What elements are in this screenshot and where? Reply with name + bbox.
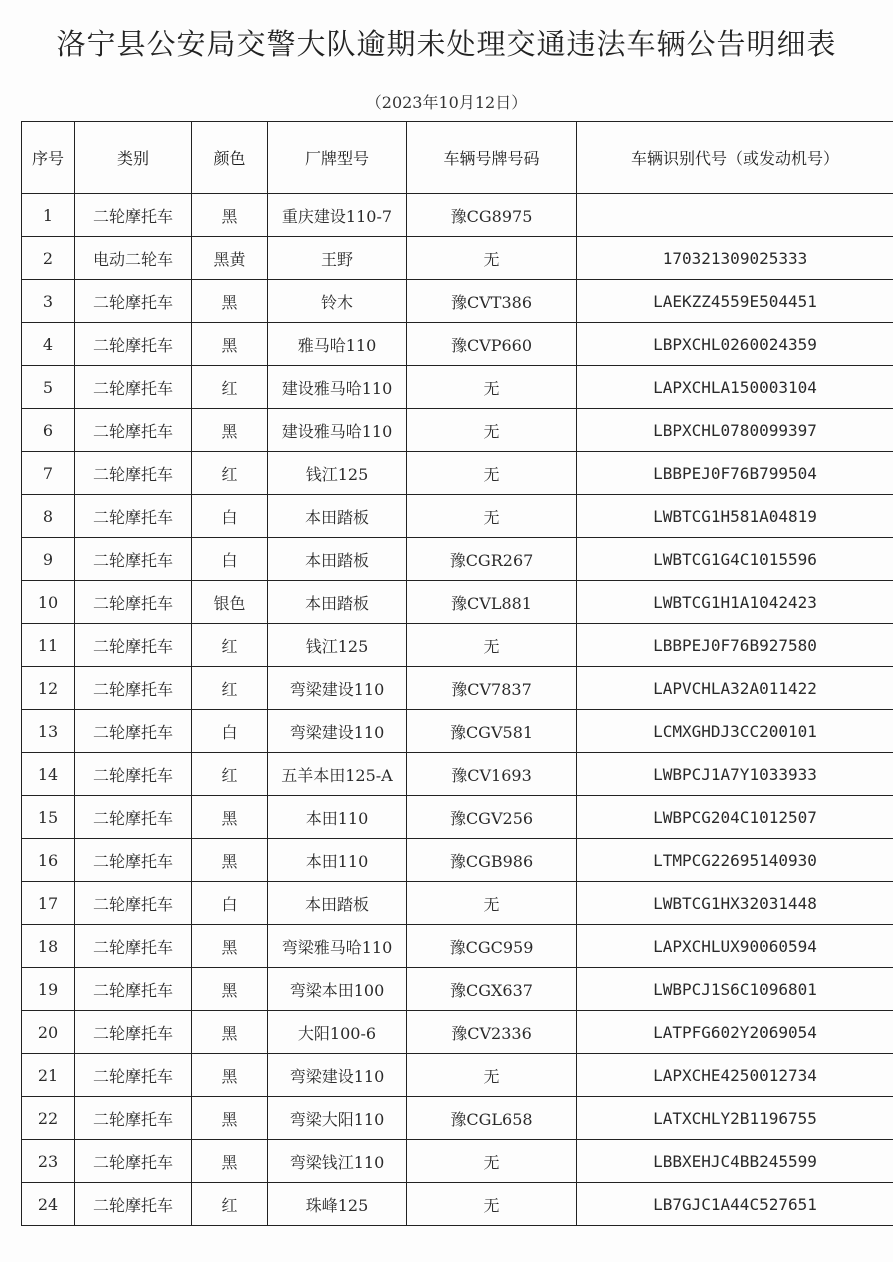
cell-plate: 豫CV7837 (407, 667, 577, 710)
cell-seq: 2 (22, 237, 75, 280)
cell-model: 弯梁建设110 (268, 667, 407, 710)
table-row (22, 452, 893, 495)
table-row (22, 1140, 893, 1183)
table-row (22, 495, 893, 538)
cell-category: 二轮摩托车 (75, 1011, 192, 1054)
cell-category: 二轮摩托车 (75, 538, 192, 581)
cell-model: 建设雅马哈110 (268, 409, 407, 452)
cell-model: 本田踏板 (268, 581, 407, 624)
cell-category: 二轮摩托车 (75, 1054, 192, 1097)
cell-plate: 豫CVL881 (407, 581, 577, 624)
cell-plate: 豫CGX637 (407, 968, 577, 1011)
cell-plate: 无 (407, 1183, 577, 1226)
cell-model: 弯梁本田100 (268, 968, 407, 1011)
cell-model: 本田踏板 (268, 882, 407, 925)
cell-vin: LBBXEHJC4BB245599 (577, 1140, 893, 1183)
cell-color: 黑 (192, 194, 268, 237)
cell-category: 二轮摩托车 (75, 753, 192, 796)
table-row (22, 409, 893, 452)
cell-vin: LATPFG602Y2069054 (577, 1011, 893, 1054)
cell-seq: 13 (22, 710, 75, 753)
cell-seq: 21 (22, 1054, 75, 1097)
cell-model: 本田110 (268, 839, 407, 882)
cell-plate: 无 (407, 1140, 577, 1183)
cell-plate: 豫CGC959 (407, 925, 577, 968)
cell-color: 红 (192, 452, 268, 495)
vehicle-table (21, 121, 893, 1226)
cell-vin (577, 194, 893, 237)
cell-category: 二轮摩托车 (75, 194, 192, 237)
cell-category: 二轮摩托车 (75, 882, 192, 925)
cell-model: 本田踏板 (268, 495, 407, 538)
cell-color: 红 (192, 1183, 268, 1226)
cell-model: 钱江125 (268, 624, 407, 667)
cell-vin: LBPXCHL0260024359 (577, 323, 893, 366)
cell-vin: LAPXCHLUX90060594 (577, 925, 893, 968)
cell-seq: 18 (22, 925, 75, 968)
table-row (22, 925, 893, 968)
cell-plate: 豫CGL658 (407, 1097, 577, 1140)
cell-model: 建设雅马哈110 (268, 366, 407, 409)
cell-color: 黑黄 (192, 237, 268, 280)
cell-category: 二轮摩托车 (75, 667, 192, 710)
cell-color: 白 (192, 538, 268, 581)
cell-category: 二轮摩托车 (75, 925, 192, 968)
cell-seq: 15 (22, 796, 75, 839)
cell-plate: 无 (407, 237, 577, 280)
cell-category: 二轮摩托车 (75, 452, 192, 495)
cell-category: 二轮摩托车 (75, 1097, 192, 1140)
cell-plate: 豫CV1693 (407, 753, 577, 796)
cell-seq: 17 (22, 882, 75, 925)
cell-seq: 9 (22, 538, 75, 581)
cell-color: 白 (192, 710, 268, 753)
cell-seq: 7 (22, 452, 75, 495)
cell-seq: 19 (22, 968, 75, 1011)
cell-vin: LATXCHLY2B1196755 (577, 1097, 893, 1140)
cell-vin: LWBTCG1HX32031448 (577, 882, 893, 925)
header-category: 类别 (75, 122, 192, 194)
cell-plate: 无 (407, 882, 577, 925)
cell-color: 黑 (192, 839, 268, 882)
cell-model: 五羊本田125-A (268, 753, 407, 796)
cell-color: 黑 (192, 323, 268, 366)
cell-model: 本田110 (268, 796, 407, 839)
cell-plate: 豫CGV581 (407, 710, 577, 753)
table-row (22, 538, 893, 581)
cell-category: 二轮摩托车 (75, 495, 192, 538)
table-row (22, 624, 893, 667)
cell-seq: 22 (22, 1097, 75, 1140)
cell-plate: 无 (407, 495, 577, 538)
cell-category: 二轮摩托车 (75, 968, 192, 1011)
cell-model: 大阳100-6 (268, 1011, 407, 1054)
cell-plate: 豫CGV256 (407, 796, 577, 839)
cell-seq: 12 (22, 667, 75, 710)
cell-vin: 170321309025333 (577, 237, 893, 280)
cell-plate: 无 (407, 366, 577, 409)
cell-plate: 无 (407, 624, 577, 667)
cell-vin: LTMPCG22695140930 (577, 839, 893, 882)
cell-vin: LWBTCG1G4C1015596 (577, 538, 893, 581)
cell-vin: LWBTCG1H581A04819 (577, 495, 893, 538)
table-row (22, 1183, 893, 1226)
cell-color: 黑 (192, 409, 268, 452)
cell-model: 王野 (268, 237, 407, 280)
cell-color: 红 (192, 753, 268, 796)
cell-model: 弯梁建设110 (268, 1054, 407, 1097)
table-row (22, 1097, 893, 1140)
table-row (22, 796, 893, 839)
cell-seq: 23 (22, 1140, 75, 1183)
cell-color: 黑 (192, 1011, 268, 1054)
cell-color: 红 (192, 624, 268, 667)
cell-vin: LWBPCG204C1012507 (577, 796, 893, 839)
cell-category: 二轮摩托车 (75, 624, 192, 667)
document-date: （2023年10月12日） (365, 93, 528, 112)
cell-category: 二轮摩托车 (75, 796, 192, 839)
cell-seq: 11 (22, 624, 75, 667)
cell-color: 白 (192, 882, 268, 925)
cell-seq: 4 (22, 323, 75, 366)
cell-plate: 豫CV2336 (407, 1011, 577, 1054)
cell-seq: 14 (22, 753, 75, 796)
cell-vin: LAEKZZ4559E504451 (577, 280, 893, 323)
cell-vin: LWBTCG1H1A1042423 (577, 581, 893, 624)
table-row (22, 1054, 893, 1097)
cell-model: 弯梁雅马哈110 (268, 925, 407, 968)
cell-color: 黑 (192, 796, 268, 839)
cell-plate: 豫CVP660 (407, 323, 577, 366)
cell-vin: LAPXCHLA150003104 (577, 366, 893, 409)
cell-seq: 24 (22, 1183, 75, 1226)
cell-vin: LAPVCHLA32A011422 (577, 667, 893, 710)
document-title: 洛宁县公安局交警大队逾期未处理交通违法车辆公告明细表 (56, 27, 837, 61)
cell-seq: 20 (22, 1011, 75, 1054)
cell-model: 钱江125 (268, 452, 407, 495)
cell-color: 银色 (192, 581, 268, 624)
cell-category: 二轮摩托车 (75, 1183, 192, 1226)
cell-vin: LWBPCJ1A7Y1033933 (577, 753, 893, 796)
cell-category: 二轮摩托车 (75, 839, 192, 882)
table-row (22, 667, 893, 710)
cell-seq: 3 (22, 280, 75, 323)
cell-color: 红 (192, 667, 268, 710)
cell-seq: 8 (22, 495, 75, 538)
table-row (22, 237, 893, 280)
cell-category: 二轮摩托车 (75, 710, 192, 753)
cell-seq: 5 (22, 366, 75, 409)
cell-plate: 豫CG8975 (407, 194, 577, 237)
cell-color: 黑 (192, 1054, 268, 1097)
cell-model: 本田踏板 (268, 538, 407, 581)
cell-plate: 无 (407, 1054, 577, 1097)
cell-model: 弯梁钱江110 (268, 1140, 407, 1183)
cell-color: 黑 (192, 1140, 268, 1183)
table-header (22, 122, 893, 194)
table-row (22, 1011, 893, 1054)
cell-model: 弯梁大阳110 (268, 1097, 407, 1140)
table-row (22, 839, 893, 882)
cell-category: 二轮摩托车 (75, 323, 192, 366)
header-vin: 车辆识别代号（或发动机号） (577, 122, 893, 194)
header-seq: 序号 (22, 122, 75, 194)
header-model: 厂牌型号 (268, 122, 407, 194)
cell-color: 白 (192, 495, 268, 538)
cell-vin: LB7GJC1A44C527651 (577, 1183, 893, 1226)
cell-seq: 10 (22, 581, 75, 624)
table-row (22, 710, 893, 753)
cell-plate: 无 (407, 452, 577, 495)
cell-plate: 豫CGR267 (407, 538, 577, 581)
cell-plate: 豫CVT386 (407, 280, 577, 323)
table-row (22, 194, 893, 237)
cell-vin: LBBPEJ0F76B799504 (577, 452, 893, 495)
cell-category: 二轮摩托车 (75, 409, 192, 452)
cell-category: 二轮摩托车 (75, 581, 192, 624)
cell-color: 黑 (192, 968, 268, 1011)
cell-model: 重庆建设110-7 (268, 194, 407, 237)
cell-model: 雅马哈110 (268, 323, 407, 366)
cell-vin: LAPXCHE4250012734 (577, 1054, 893, 1097)
cell-category: 二轮摩托车 (75, 1140, 192, 1183)
table-row (22, 323, 893, 366)
table-row (22, 753, 893, 796)
cell-vin: LCMXGHDJ3CC200101 (577, 710, 893, 753)
table-row (22, 968, 893, 1011)
header-plate: 车辆号牌号码 (407, 122, 577, 194)
cell-category: 电动二轮车 (75, 237, 192, 280)
cell-vin: LBPXCHL0780099397 (577, 409, 893, 452)
cell-color: 黑 (192, 925, 268, 968)
table-row (22, 366, 893, 409)
cell-seq: 16 (22, 839, 75, 882)
cell-color: 黑 (192, 280, 268, 323)
table-row (22, 882, 893, 925)
cell-plate: 无 (407, 409, 577, 452)
cell-category: 二轮摩托车 (75, 280, 192, 323)
table-row (22, 581, 893, 624)
cell-color: 黑 (192, 1097, 268, 1140)
cell-color: 红 (192, 366, 268, 409)
cell-vin: LWBPCJ1S6C1096801 (577, 968, 893, 1011)
cell-vin: LBBPEJ0F76B927580 (577, 624, 893, 667)
cell-model: 铃木 (268, 280, 407, 323)
table-body (22, 194, 893, 1226)
cell-seq: 6 (22, 409, 75, 452)
cell-model: 弯梁建设110 (268, 710, 407, 753)
cell-plate: 豫CGB986 (407, 839, 577, 882)
cell-category: 二轮摩托车 (75, 366, 192, 409)
cell-seq: 1 (22, 194, 75, 237)
header-row (22, 122, 893, 194)
table-row (22, 280, 893, 323)
header-color: 颜色 (192, 122, 268, 194)
cell-model: 珠峰125 (268, 1183, 407, 1226)
